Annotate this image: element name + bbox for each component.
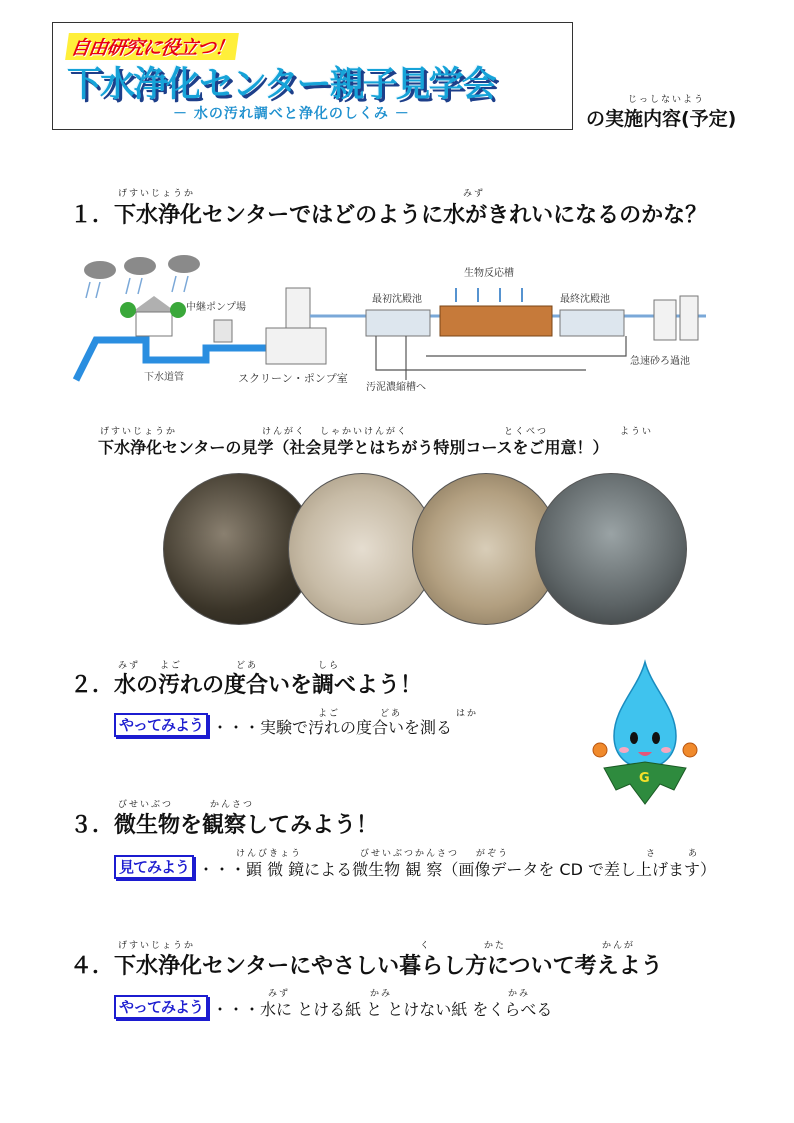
section-4-ruby-2: く <box>420 941 432 951</box>
section-4-ruby-3: かた <box>484 941 507 951</box>
title-box <box>52 22 573 130</box>
section-4-text-ruby-3: かみ <box>508 989 531 999</box>
section-3-text: ・・・顕 微 鏡による微生物 観 察（画像データを CD で差し上げます） <box>198 860 717 879</box>
tour-ruby-1: げすいじょうか <box>100 427 178 437</box>
tour-ruby-5: ようい <box>620 427 654 437</box>
tour-ruby-4: とくべつ <box>504 427 549 437</box>
section-2-ruby-2: よご <box>160 661 183 671</box>
section-3-ruby-1: びせいぶつ <box>118 800 174 810</box>
section-3-heading: ３．微生物を観察してみよう！ <box>70 813 379 838</box>
section-4-text: ・・・水に とける紙 と とけない紙 をくらべる <box>212 1000 553 1019</box>
label-primary: 最初沈殿池 <box>372 294 422 305</box>
label-reactor: 生物反応槽 <box>464 268 514 279</box>
section-2-ruby-3: どあ <box>236 661 259 671</box>
photo-facility-tour <box>535 473 687 625</box>
section-4-heading: ４．下水浄化センターにやさしい暮らし方について考えよう <box>70 954 663 979</box>
section-2-ruby-4: しら <box>318 661 341 671</box>
section-3-text-ruby-3: がぞう <box>476 849 510 859</box>
section-2-text-ruby-3: はか <box>456 709 479 719</box>
label-sludge: 汚泥濃縮槽へ <box>366 382 426 393</box>
section-2-text-ruby-1: よご <box>318 709 341 719</box>
treatment-process-diagram <box>66 240 736 400</box>
tour-ruby-3: しゃかいけんがく <box>320 427 409 437</box>
section-2-tag: やってみよう <box>114 713 208 737</box>
house-icon <box>120 296 186 336</box>
section-3-text-ruby-2: びせいぶつかんさつ <box>360 849 460 859</box>
section-2-heading: ２．水の汚れの度合いを調べよう！ <box>70 673 423 698</box>
section-2-text-ruby-2: どあ <box>380 709 403 719</box>
page-subtitle: － 水の汚れ調べと浄化のしくみ － <box>173 106 410 122</box>
label-screen: スクリーン・ポンプ室 <box>238 372 348 385</box>
section-2-text: ・・・実験で汚れの度合いを測る <box>212 718 453 737</box>
section-1-heading: １．下水浄化センターではどのように水がきれいになるのかな？ <box>70 203 708 228</box>
section-4-ruby-1: げすいじょうか <box>118 941 196 951</box>
section-3-text-ruby-4: さ <box>646 849 658 859</box>
label-final: 最終沈殿池 <box>560 294 610 305</box>
tour-ruby-2: けんがく <box>262 427 307 437</box>
section-3-ruby-2: かんさつ <box>210 800 255 810</box>
section-2-ruby-1: みず <box>118 661 141 671</box>
section-3-text-ruby-5: あ <box>688 849 700 859</box>
plan-ruby: じっしないよう <box>628 95 706 105</box>
section-4-ruby-4: かんが <box>602 941 636 951</box>
section-3-text-ruby-1: けんびきょう <box>236 849 303 859</box>
title-banner: 自由研究に役立つ！ <box>65 33 239 60</box>
tour-title: 下水浄化センターの見学（社会見学とはちがう特別コースをご用意！） <box>98 438 609 457</box>
rain-cloud-icon <box>84 255 200 279</box>
water-drop-mascot-icon <box>590 658 700 808</box>
section-3-tag: 見てみよう <box>114 855 194 879</box>
section-1-ruby-1: げすいじょうか <box>118 189 196 199</box>
section-4-tag: やってみよう <box>114 995 208 1019</box>
page-title: 下水浄化センター親子見学会 <box>67 65 495 105</box>
section-4-text-ruby-2: かみ <box>370 989 393 999</box>
label-filter: 急速砂ろ過池 <box>630 356 690 367</box>
plan-label: の実施内容(予定) <box>586 108 737 130</box>
section-4-text-ruby-1: みず <box>268 989 291 999</box>
mascot-badge: G <box>639 771 650 786</box>
section-1-ruby-2: みず <box>463 189 486 199</box>
label-sewer: 下水道管 <box>144 372 184 383</box>
label-pump: 中継ポンプ場 <box>186 302 246 313</box>
